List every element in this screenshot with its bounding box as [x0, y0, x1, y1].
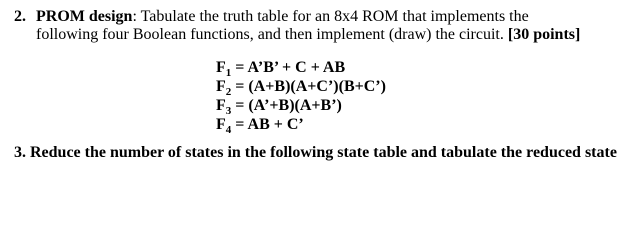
problem-title: PROM design: [36, 8, 133, 25]
equation-var: F: [216, 97, 226, 114]
equation-f3: [216, 96, 386, 118]
equation-subscript: 1: [225, 67, 232, 80]
equation-expression: = (A+B)(A+C’)(B+C’): [231, 78, 386, 95]
problem-line-1: [36, 8, 631, 26]
points-label: [30 points]: [507, 26, 581, 43]
equation-subscript: 4: [225, 124, 232, 137]
equation-expression: = AB + C’: [231, 116, 304, 133]
problem-text-2: following four Boolean functions, and then implement (draw) the circuit.: [36, 26, 508, 43]
problem-2: [14, 8, 631, 44]
equation-f4: [216, 115, 386, 137]
equation-var: F: [216, 59, 226, 76]
problem-text-1: : Tabulate the truth table for an 8x4 ROM that implements the: [132, 8, 529, 25]
next-problem-clip: [0, 143, 639, 161]
equation-f1: [216, 58, 386, 80]
problem-line-2: [36, 26, 631, 44]
boolean-functions: [216, 58, 386, 137]
equation-subscript: 3: [225, 105, 232, 118]
problem-number: 2.: [14, 8, 26, 25]
equation-f2: [216, 77, 386, 99]
equation-var: F: [216, 116, 226, 133]
equation-var: F: [216, 78, 226, 95]
equation-subscript: 2: [225, 86, 232, 99]
equation-expression: = A’B’ + C + AB: [231, 59, 346, 76]
next-problem-partial-text: 3. Reduce the number of states in the following state table and tabulate the reduced state: [14, 144, 617, 161]
equation-expression: = (A’+B)(A+B’): [231, 97, 342, 114]
